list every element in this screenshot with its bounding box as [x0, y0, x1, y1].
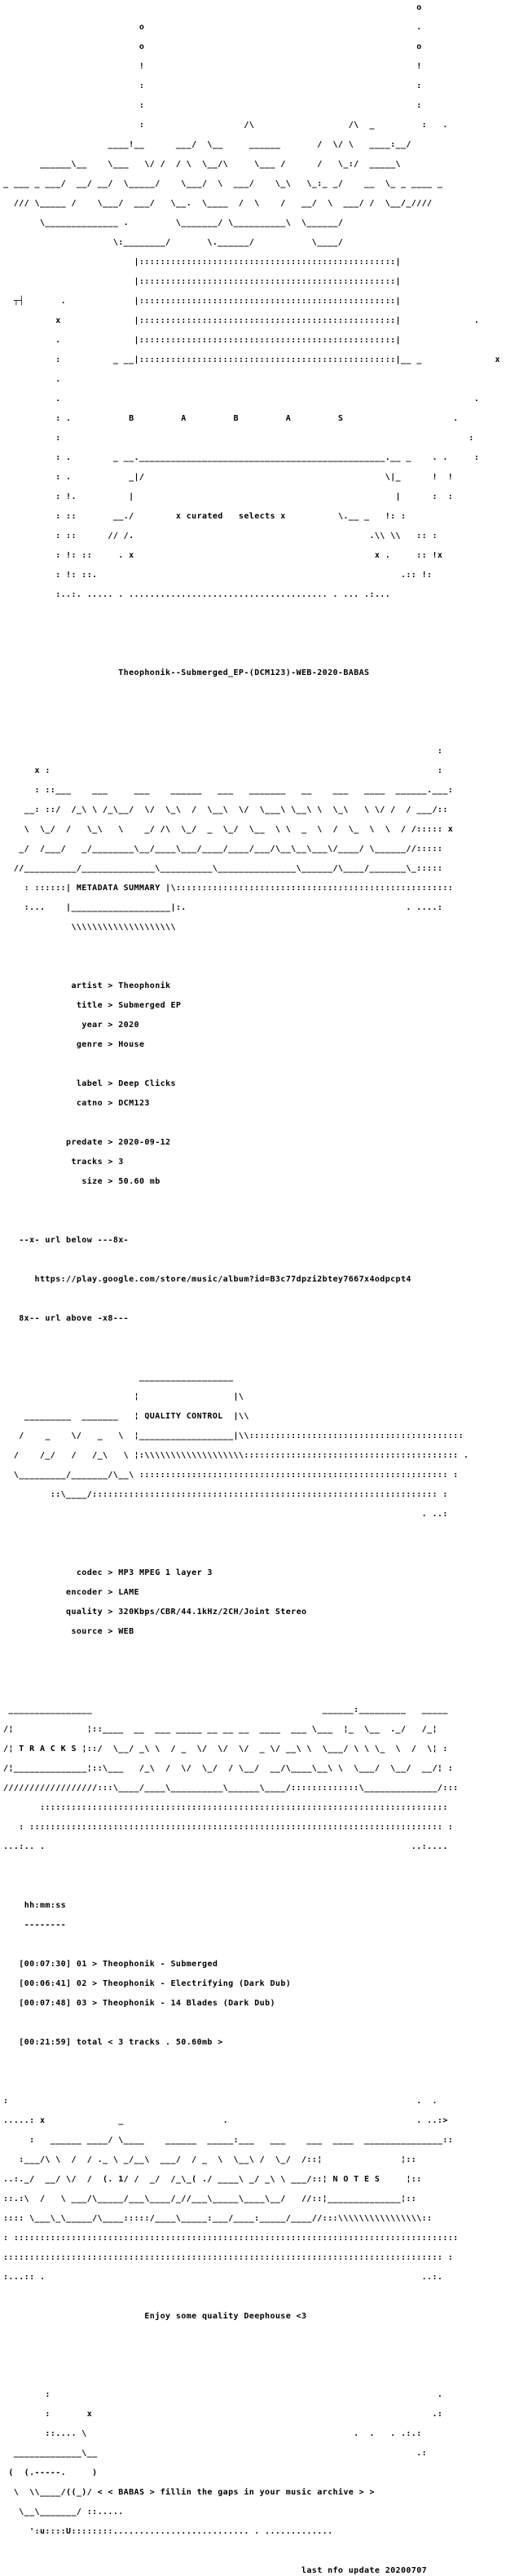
nfo-line: _____________\__ .:: [3, 2449, 428, 2458]
notes-text: Enjoy some quality Deephouse <3: [144, 2312, 307, 2321]
nfo-line: : . _ __._______________________________________________.__ _ . . :: [3, 453, 480, 462]
nfo-line: [3, 2312, 500, 2322]
tracks-title: T R A C K S: [19, 1745, 77, 1753]
nfo-line: / _ \/ _ \ ¦__________________|\\:::::::::::::::::::::::::::::::::::::::::: [3, 1431, 464, 1440]
nfo-line: year > 2020: [81, 1021, 139, 1030]
nfo-line: ::.... \ . . . .:.:: [3, 2429, 422, 2438]
nfo-line: : . _|/ \|_ ! !: [3, 473, 454, 482]
nfo-line: [3, 1901, 500, 1911]
tracks-total: [00:21:59] total < 3 tracks . 50.60mb >: [19, 2038, 223, 2047]
meta-value-label: Deep Clicks: [118, 1079, 176, 1088]
nfo-line: [3, 2077, 500, 2087]
nfo-line: :::::::::::::::::::::::::::::::::::::::::::::::::::::::::::::::::::::::::::::::::::: :: [3, 2253, 454, 2262]
nfo-line: [3, 1549, 500, 1559]
meta-key-label: label: [76, 1079, 103, 1088]
nfo-line: [3, 2547, 500, 2556]
meta-value-artist: Theophonik: [118, 981, 171, 990]
nfo-line: [00:07:30] 01 > Theophonik - Submerged: [19, 1960, 218, 1969]
nfo-line: [3, 1940, 500, 1950]
nfo-line: [3, 1862, 500, 1872]
nfo-line: _/ /___/ _/________\__/____\___/____/____/___/\__\__\___\/____/ \______//:::::: [3, 845, 443, 854]
nfo-line: \\\\\\\\\\\\\\\\\\\\: [3, 923, 176, 932]
nfo-line: : !: :: . x x . :: !x: [3, 551, 443, 560]
nfo-line: ..:._/ __/ \/ / (. 1/ / _/ /_\_( ./ ____\ _/ _\ \ ___/::¦ N O T E S ¦::: [3, 2175, 422, 2184]
nfo-line: //////////////////:::\____/____\__________\______\____/:::::::::::::\______________/:::: [3, 1784, 459, 1793]
nfo-line: [00:06:41] 02 > Theophonik - Electrifying (Dark Dub): [19, 1979, 292, 1988]
last-update-text: last nfo update 20200707: [301, 2566, 428, 2575]
nfo-line: / /_/ / /_\ \ ¦:\\\\\\\\\\\\\\\\\\\::::::::::::::::::::::::::::::::::::::::: .: [3, 1451, 469, 1460]
nfo-line: label > Deep Clicks: [76, 1079, 176, 1088]
nfo-line: : _ __|:::::::::::::::::::::::::::::::::::::::::::::::::|__ _ x: [3, 355, 500, 364]
nfo-line: : :: [3, 434, 474, 443]
nfo-line: [3, 1275, 500, 1285]
nfo-line: title > Submerged EP: [76, 1001, 182, 1010]
nfo-line: \_________/_______/\__\ ::::::::::::::::::::::::::::::::::::::::::::::::::::::::::: :: [3, 1471, 459, 1480]
quality-value-codec: MP3 MPEG 1 layer 3: [118, 1568, 213, 1577]
nfo-line: [3, 1295, 500, 1304]
nfo-line: [3, 2292, 500, 2302]
nfo-line: : ::::::::::::::::::::::::::::::::::::::::::::::::::::::::::::::::::::::::::::::: :: [3, 1823, 454, 1832]
meta-key-tracks: tracks: [71, 1158, 103, 1167]
nfo-line: /¦______________¦::\___ /_\ / \/ \_/ / \__/ __/\____\__\ \ \___/ \__/ __/¦ :: [3, 1764, 454, 1773]
track-time: [00:06:41]: [19, 1979, 72, 1988]
nfo-line: artist > Theophonik: [71, 981, 171, 990]
nfo-line: [3, 2566, 500, 2576]
meta-value-genre: House: [118, 1040, 145, 1049]
nfo-line: ¦ |\: [3, 1392, 244, 1401]
nfo-line: o .: [3, 23, 422, 32]
nfo-line: [3, 1353, 500, 1363]
track-time: [00:07:48]: [19, 1999, 72, 2008]
nfo-line: \ \\____/((_)/ < < BABAS > fillin the gaps in your music archive > >: [3, 2488, 375, 2497]
nfo-line: . ..:: [3, 1510, 448, 1519]
nfo-line: [3, 1236, 500, 1246]
meta-key-artist: artist: [71, 981, 103, 990]
nfo-line: [3, 1255, 500, 1265]
nfo-line: [3, 1921, 500, 1930]
nfo-line: [3, 668, 500, 678]
track-number: 02: [76, 1979, 87, 1988]
time-column-header: hh:mm:ss: [24, 1901, 67, 1910]
nfo-line: : ______ ____/ \____ ______ _____:___ ___ ___ ____ _______________::: [3, 2136, 454, 2145]
nfo-line: . .: [3, 395, 480, 404]
nfo-line: [3, 629, 500, 639]
track-title: Electrifying (Dark Dub): [170, 1979, 292, 1988]
nfo-line: [3, 1216, 500, 1226]
nfo-line: quality > 320Kbps/CBR/44.1kHz/2CH/Joint Stereo: [66, 1608, 307, 1617]
nfo-line: [3, 708, 500, 717]
nfo-line: ::.:\ / \ ___/\_____/___\____/_//___\_____\____\__/ //::¦______________¦::: [3, 2194, 417, 2203]
nfo-line: [3, 1686, 500, 1696]
quality-value-encoder: LAME: [118, 1588, 139, 1597]
nfo-line: |:::::::::::::::::::::::::::::::::::::::::::::::::|: [3, 258, 401, 267]
meta-value-predate: 2020-09-12: [118, 1138, 171, 1147]
nfo-line: \ \_/ / \_\ \ _/ /\ \_/ _ \_/ \__ \ \ _ \ / \_ \ \ / /::::: x: [3, 825, 454, 834]
nfo-line: ____!__ ___/ \__ ______ / \/ \ ____:__/: [3, 140, 411, 149]
nfo-line: /¦ ¦::____ __ ___ _____ __ __ __ ____ ___ \___ ¦_ \__ ._/ /_¦: [3, 1725, 438, 1734]
nfo-line: : .: [3, 2390, 443, 2399]
meta-key-predate: predate: [66, 1138, 103, 1147]
nfo-line: o o: [3, 42, 422, 51]
track-artist: Theophonik: [103, 1979, 156, 1988]
nfo-line: tracks > 3: [71, 1158, 124, 1167]
nfo-line: /// \_____ / \___/ ___/ \__. \____ / \ / __/ \ ___/ / \__/_////: [3, 199, 433, 208]
nfo-line: |:::::::::::::::::::::::::::::::::::::::::::::::::|: [3, 277, 401, 286]
nfo-line: : /\ /\ _ : .: [3, 121, 448, 130]
nfo-line: [3, 1881, 500, 1891]
meta-key-catno: catno: [76, 1099, 103, 1108]
meta-value-catno: DCM123: [118, 1099, 150, 1108]
nfo-line: : . .: [3, 2097, 438, 2106]
meta-value-title: Submerged EP: [118, 1001, 182, 1010]
nfo-line: [3, 2351, 500, 2361]
nfo-line: [3, 1060, 500, 1070]
nfo-line: [3, 727, 500, 737]
curated-text: x curated selects x: [175, 512, 286, 521]
nfo-line: [3, 942, 500, 952]
nfo-line: ...:.. . ..:....: [3, 1842, 448, 1851]
meta-value-tracks: 3: [118, 1158, 124, 1167]
nfo-line: : !. | | : :: [3, 492, 454, 501]
url-above-marker: 8x-- url above -x8---: [19, 1314, 130, 1323]
nfo-line: [3, 610, 500, 620]
nfo-line: _________ _______ ¦ QUALITY CONTROL |\\: [3, 1412, 249, 1421]
quality-key-quality: quality: [66, 1608, 103, 1617]
nfo-line: :...:: . ..:.: [3, 2273, 443, 2282]
nfo-line: [00:07:48] 03 > Theophonik - 14 Blades (Dark Dub): [19, 1999, 275, 2008]
nfo-line: x |:::::::::::::::::::::::::::::::::::::::::::::::::| .: [3, 316, 480, 325]
nfo-line: __________________: [3, 1373, 234, 1382]
nfo-line: :..:. ..... . ...................................... . ... .:...: [3, 590, 391, 599]
quality-key-codec: codec: [76, 1568, 103, 1577]
nfo-line: genre > House: [76, 1040, 145, 1049]
track-title: Submerged: [170, 1960, 218, 1969]
nfo-line: encoder > LAME: [66, 1588, 139, 1597]
nfo-line: \:________/ \.______/ \____/: [3, 238, 344, 247]
nfo-line: \______________ . \_______/ \__________\ \______/: [3, 218, 344, 227]
quality-key-source: source: [71, 1627, 103, 1636]
nfo-line: _ ___ _ ___/ __/ __/ \_____/ \___/ \ ___/ \_\ \_:_ _/ __ \_ _ ____ _: [3, 179, 443, 188]
nfo-line: size > 50.60 mb: [81, 1177, 161, 1186]
nfo-line: : ::___ ___ ___ ______ ___ _______ __ ___ ____ ______.___:: [3, 786, 454, 795]
notes-title: N O T E S: [332, 2175, 381, 2184]
nfo-line: [3, 688, 500, 698]
nfo-line: catno > DCM123: [76, 1099, 150, 1108]
nfo-line: /¦ T R A C K S ¦::/ \__/ _\ \ / _ \/ \/ \/ _ \/ __\ \ \___/ \ \ \_ \ / \¦ :: [3, 1745, 448, 1753]
nfo-line: [3, 2371, 500, 2380]
nfo-line: : :::::::::::::::::::::::::::::::::::::::::::::::::::::::::::::::::::::::::::::::::::::: [3, 2234, 459, 2243]
nfo-line: : !: ::. .:: !:: [3, 571, 433, 580]
quality-title: QUALITY CONTROL: [144, 1412, 223, 1421]
nfo-line: ( (.-----. ): [3, 2468, 98, 2477]
nfo-line: [3, 1647, 500, 1656]
nfo-line: ':u::::U::::::::.......................... . .............: [3, 2527, 333, 2536]
nfo-line: [3, 1118, 500, 1128]
group-letters: B A B A S: [129, 414, 344, 423]
time-column-underline: --------: [24, 1921, 67, 1930]
quality-value-quality: 320Kbps/CBR/44.1kHz/2CH/Joint Stereo: [118, 1608, 307, 1617]
nfo-line: \__\_______/ ::.....: [3, 2508, 124, 2516]
nfo-line: o: [3, 3, 422, 12]
nfo-line: x : :: [3, 766, 443, 775]
nfo-line: : x .:: [3, 2410, 443, 2419]
meta-key-year: year: [81, 1021, 103, 1030]
track-artist: Theophonik: [103, 1960, 156, 1969]
nfo-line: source > WEB: [71, 1627, 134, 1636]
nfo-line: ______\__ \___ \/ / / \ \__/\ \___ / / \_:/ _____\: [3, 160, 401, 169]
track-number: 03: [76, 1999, 87, 2008]
nfo-line: __: ::/ /_\ \ /_\__/ \/ \_\ / \__\ \/ \___\ \__\ \ \_\ \ \/ / / ___/::: [3, 805, 448, 814]
nfo-line: ┬┤ . |:::::::::::::::::::::::::::::::::::::::::::::::::|: [3, 297, 401, 306]
nfo-line: : :: [3, 82, 422, 90]
nfo-line: : :: __./ x curated selects x \.__ _ !: :: [3, 512, 407, 521]
nfo-line: [3, 649, 500, 659]
nfo-line: :___/\ \ / / ._ \ _/__\ ___/ / _ \ \__\ / \_/ /::¦ ¦::: [3, 2155, 417, 2164]
nfo-line: ::\____/:::::::::::::::::::::::::::::::::::::::::::::::::::::::::::::::::: :: [3, 1490, 448, 1499]
nfo-line: [3, 2058, 500, 2067]
nfo-document: [3, 3, 500, 2576]
meta-value-size: 50.60 mb: [118, 1177, 161, 1186]
nfo-line: : :: [3, 101, 422, 110]
nfo-line: :: [3, 747, 443, 756]
nfo-line: predate > 2020-09-12: [66, 1138, 171, 1147]
nfo-line: [3, 2018, 500, 2028]
nfo-line: [3, 1529, 500, 1539]
meta-key-title: title: [76, 1001, 103, 1010]
nfo-line: : :: // /. .\\ \\ :: :: [3, 532, 438, 540]
nfo-line: [3, 1197, 500, 1206]
nfo-line: codec > MP3 MPEG 1 layer 3: [76, 1568, 213, 1577]
nfo-line: [3, 2331, 500, 2341]
nfo-line: .: [3, 375, 61, 384]
album-url-link[interactable]: https://play.google.com/store/music/album?id=B3c77dpzi2btey7667x4odpcpt4: [34, 1275, 411, 1284]
meta-key-genre: genre: [76, 1040, 103, 1049]
nfo-line: :::: \___\_\_____/\____:::::/____\_____:___/____:_____/____//:::\\\\\\\\\\\\\\\\::: [3, 2214, 433, 2223]
nfo-line: . |:::::::::::::::::::::::::::::::::::::::::::::::::|: [3, 336, 401, 345]
nfo-line: [3, 1314, 500, 1324]
nfo-line: :... |___________________|:. . ....:: [3, 903, 443, 912]
footer-tagline: < BABAS > fillin the gaps in your music archive > >: [108, 2488, 375, 2497]
meta-key-size: size: [81, 1177, 103, 1186]
url-below-marker: --x- url below ---8x-: [19, 1236, 130, 1245]
nfo-line: [3, 962, 500, 972]
nfo-line: [3, 2038, 500, 2048]
quality-key-encoder: encoder: [66, 1588, 103, 1597]
nfo-line: .....: x _ . . ..:>: [3, 2116, 448, 2125]
nfo-line: ::::::::::::::::::::::::::::::::::::::::::::::::::::::::::::::::::::::::::::::: [3, 1803, 448, 1812]
nfo-line: [3, 1666, 500, 1676]
track-title: 14 Blades (Dark Dub): [170, 1999, 275, 2008]
track-time: [00:07:30]: [19, 1960, 72, 1969]
track-artist: Theophonik: [103, 1999, 156, 2008]
meta-value-year: 2020: [118, 1021, 139, 1030]
nfo-line: ________________ ______:_________ _____: [3, 1705, 448, 1714]
nfo-line: : ::::::| METADATA SUMMARY |\:::::::::::::::::::::::::::::::::::::::::::::::::::::: [3, 884, 454, 893]
metadata-title: METADATA SUMMARY: [76, 884, 161, 893]
nfo-line: : . B A B A S .: [3, 414, 459, 423]
nfo-line: [3, 1334, 500, 1343]
nfo-line: ! !: [3, 62, 422, 71]
quality-value-source: WEB: [118, 1627, 134, 1636]
nfo-line: //__________/______________\__________\_______________\______/\____/_______\_:::::: [3, 864, 443, 873]
track-number: 01: [76, 1960, 87, 1969]
release-name: Theophonik--Submerged_EP-(DCM123)-WEB-2020-BABAS: [118, 668, 370, 677]
